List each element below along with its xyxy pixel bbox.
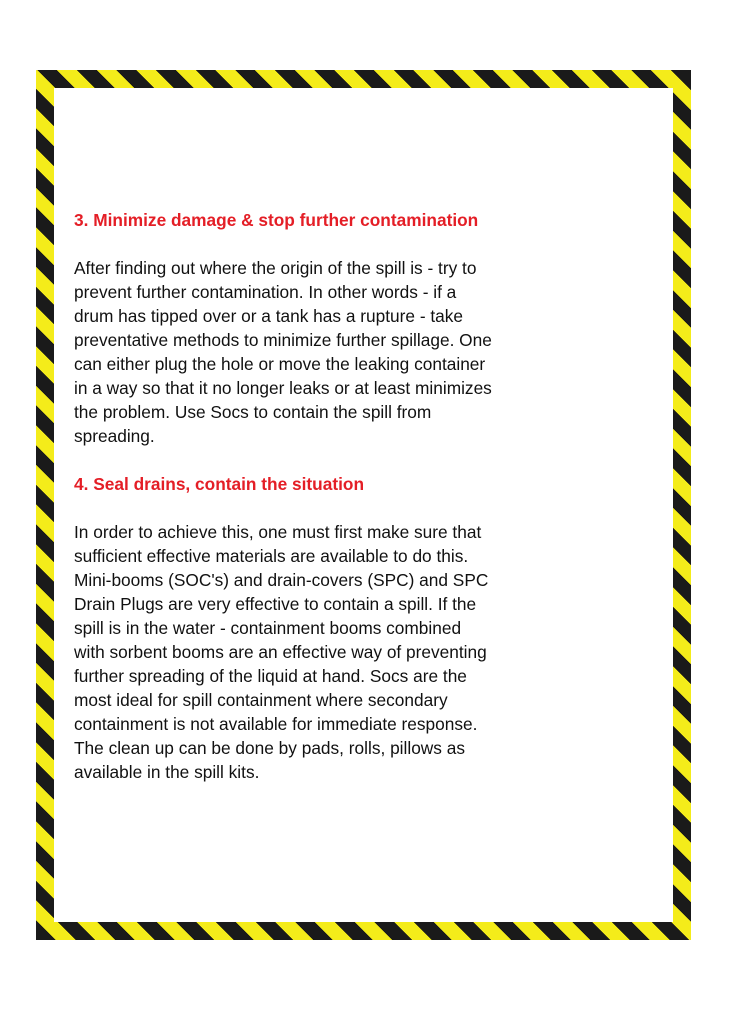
- body-line: available in the spill kits.: [74, 762, 260, 782]
- body-line: Mini-booms (SOC's) and drain-covers (SPC) and SPC: [74, 570, 489, 590]
- body-line: drum has tipped over or a tank has a rupture - take: [74, 306, 464, 326]
- body-line: spreading.: [74, 426, 155, 446]
- section-body-seal-drains: [74, 520, 634, 784]
- body-line: further spreading of the liquid at hand. Socs are the: [74, 666, 467, 686]
- body-line: spill is in the water - containment booms combined: [74, 618, 462, 638]
- body-line: the problem. Use Socs to contain the spill from: [74, 402, 432, 422]
- section-heading-seal-drains: 4. Seal drains, contain the situation: [74, 474, 365, 494]
- body-line: in a way so that it no longer leaks or at least minimizes: [74, 378, 492, 398]
- section-heading-minimize-damage: 3. Minimize damage & stop further contamination: [74, 210, 479, 230]
- body-line: After finding out where the origin of the spill is - try to: [74, 258, 477, 278]
- body-line: with sorbent booms are an effective way of preventing: [74, 642, 487, 662]
- body-line: preventative methods to minimize further spillage. One: [74, 330, 492, 350]
- body-line: sufficient effective materials are available to do this.: [74, 546, 469, 566]
- body-line: In order to achieve this, one must first make sure that: [74, 522, 482, 542]
- body-line: Drain Plugs are very effective to contain a spill. If the: [74, 594, 477, 614]
- body-line: containment is not available for immediate response.: [74, 714, 478, 734]
- body-line: prevent further contamination. In other words - if a: [74, 282, 457, 302]
- document-content: [74, 208, 634, 784]
- body-line: most ideal for spill containment where secondary: [74, 690, 448, 710]
- body-line: The clean up can be done by pads, rolls, pillows as: [74, 738, 465, 758]
- section-body-minimize-damage: [74, 256, 634, 448]
- body-line: can either plug the hole or move the leaking container: [74, 354, 486, 374]
